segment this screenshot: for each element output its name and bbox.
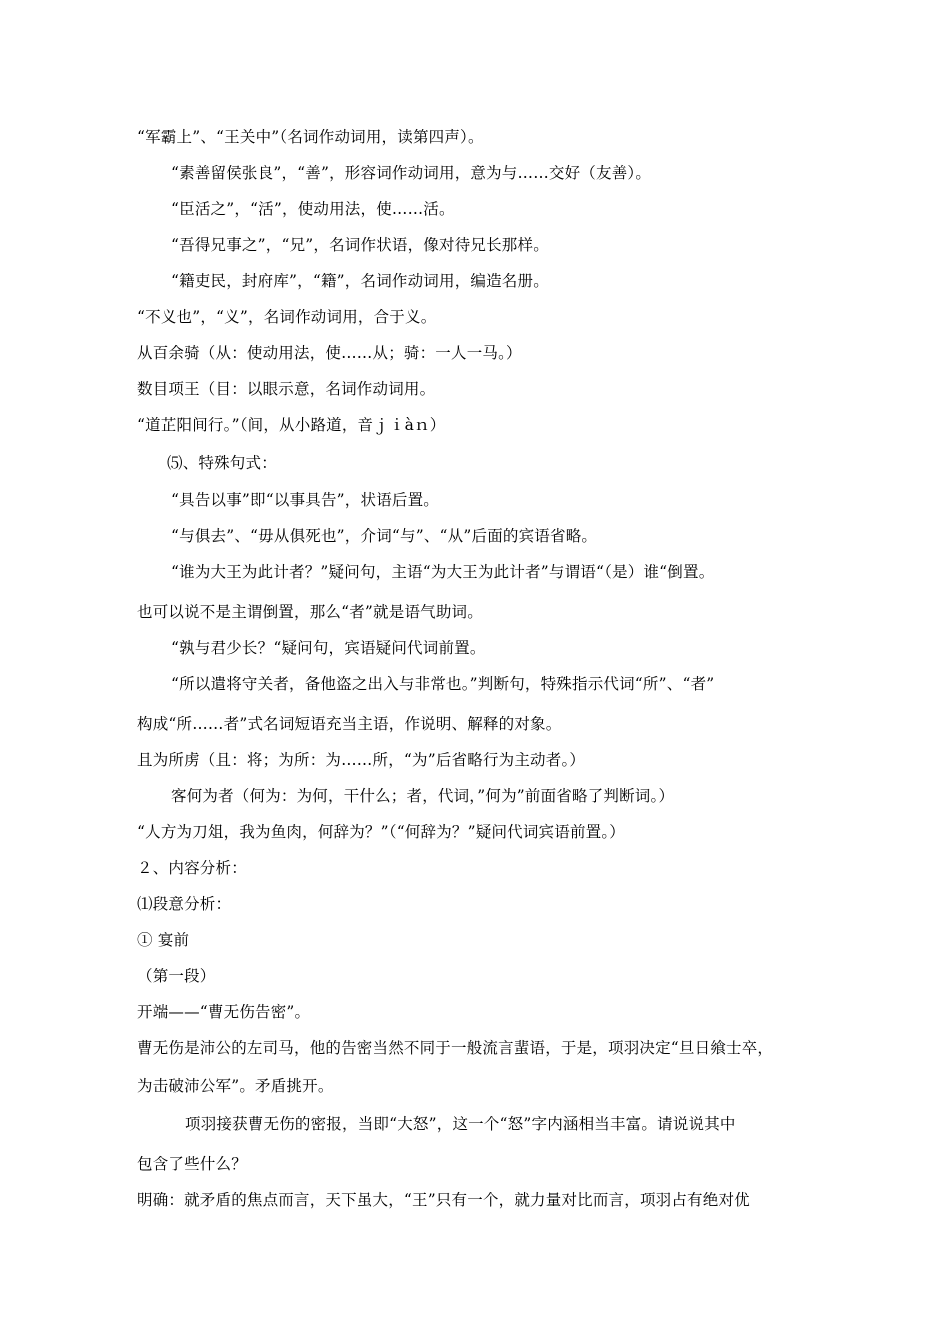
- text-line-26: 曹无伤是沛公的左司马，他的告密当然不同于一般流言蜚语，于是，项羽决定“旦日飨士卒，: [137, 1039, 774, 1057]
- section-heading-content-analysis: ２、内容分析：: [137, 859, 247, 877]
- text-line-11: “具告以事”即“以事具告”，状语后置。: [171, 491, 439, 509]
- text-line-24: （第一段）: [137, 967, 216, 985]
- text-line-4: “吾得兄事之”，“兄”，名词作状语，像对待兄长那样。: [171, 236, 549, 254]
- text-line-27: 为击破沛公军”。矛盾挑开。: [137, 1077, 334, 1095]
- subheading-paragraph-analysis: ⑴段意分析：: [137, 895, 232, 913]
- text-line-13: “谁为大王为此计者？”疑问句，主语“为大王为此计者”与谓语“（是）谁“倒置。: [171, 563, 715, 581]
- text-line-16: “所以遣将守关者，备他盗之出入与非常也。”判断句，特殊指示代词“所”、“者”: [171, 675, 715, 693]
- text-line-6: “不义也”，“义”，名词作动词用，合于义。: [137, 308, 437, 326]
- text-line-5: “籍吏民，封府库”，“籍”，名词作动词用，编造名册。: [171, 272, 549, 290]
- text-line-28: 项羽接获曹无伤的密报，当即“大怒”，这一个“怒”字内涵相当丰富。请说说其中: [185, 1115, 736, 1133]
- section-heading-special-sentences: ⑸、特殊句式：: [167, 454, 277, 472]
- text-line-3: “臣活之”，“活”，使动用法，使……活。: [171, 200, 455, 218]
- text-line-25: 开端——“曹无伤告密”。: [137, 1003, 311, 1021]
- text-line-17: 构成“所……者”式名词短语充当主语，作说明、解释的对象。: [137, 715, 562, 733]
- text-line-2: “素善留侯张良”，“善”，形容词作动词用，意为与……交好（友善）。: [171, 164, 652, 182]
- text-line-8: 数目项王（目：以眼示意，名词作动词用。: [137, 380, 436, 398]
- text-line-12: “与俱去”、“毋从俱死也”，介词“与”、“从”后面的宾语省略。: [171, 527, 598, 545]
- text-line-30: 明确：就矛盾的焦点而言，天下虽大，“王”只有一个，就力量对比而言，项羽占有绝对优: [137, 1191, 750, 1209]
- text-line-9: “道芷阳间行。”（间，从小路道，音ｊｉàｎ）: [137, 416, 446, 434]
- text-line-14: 也可以说不是主谓倒置，那么“者”就是语气助词。: [137, 603, 483, 621]
- text-line-20: “人方为刀俎，我为鱼肉，何辞为？”（“何辞为？”疑问代词宾语前置。）: [137, 823, 625, 841]
- text-line-19: 客何为者（何为：为何，干什么；者，代词，”何为”前面省略了判断词。）: [171, 787, 675, 805]
- text-line-18: 且为所虏（且：将；为所：为……所，“为”后省略行为主动者。）: [137, 751, 586, 769]
- text-line-15: “孰与君少长？“疑问句，宾语疑问代词前置。: [171, 639, 486, 657]
- text-line-29: 包含了些什么？: [137, 1155, 247, 1173]
- text-line-7: 从百余骑（从：使动用法，使……从；骑：一人一马。）: [137, 344, 522, 362]
- subheading-before-banquet: ① 宴前: [137, 931, 190, 949]
- text-line-1: “军霸上”、“王关中”（名词作动词用，读第四声）。: [137, 128, 484, 146]
